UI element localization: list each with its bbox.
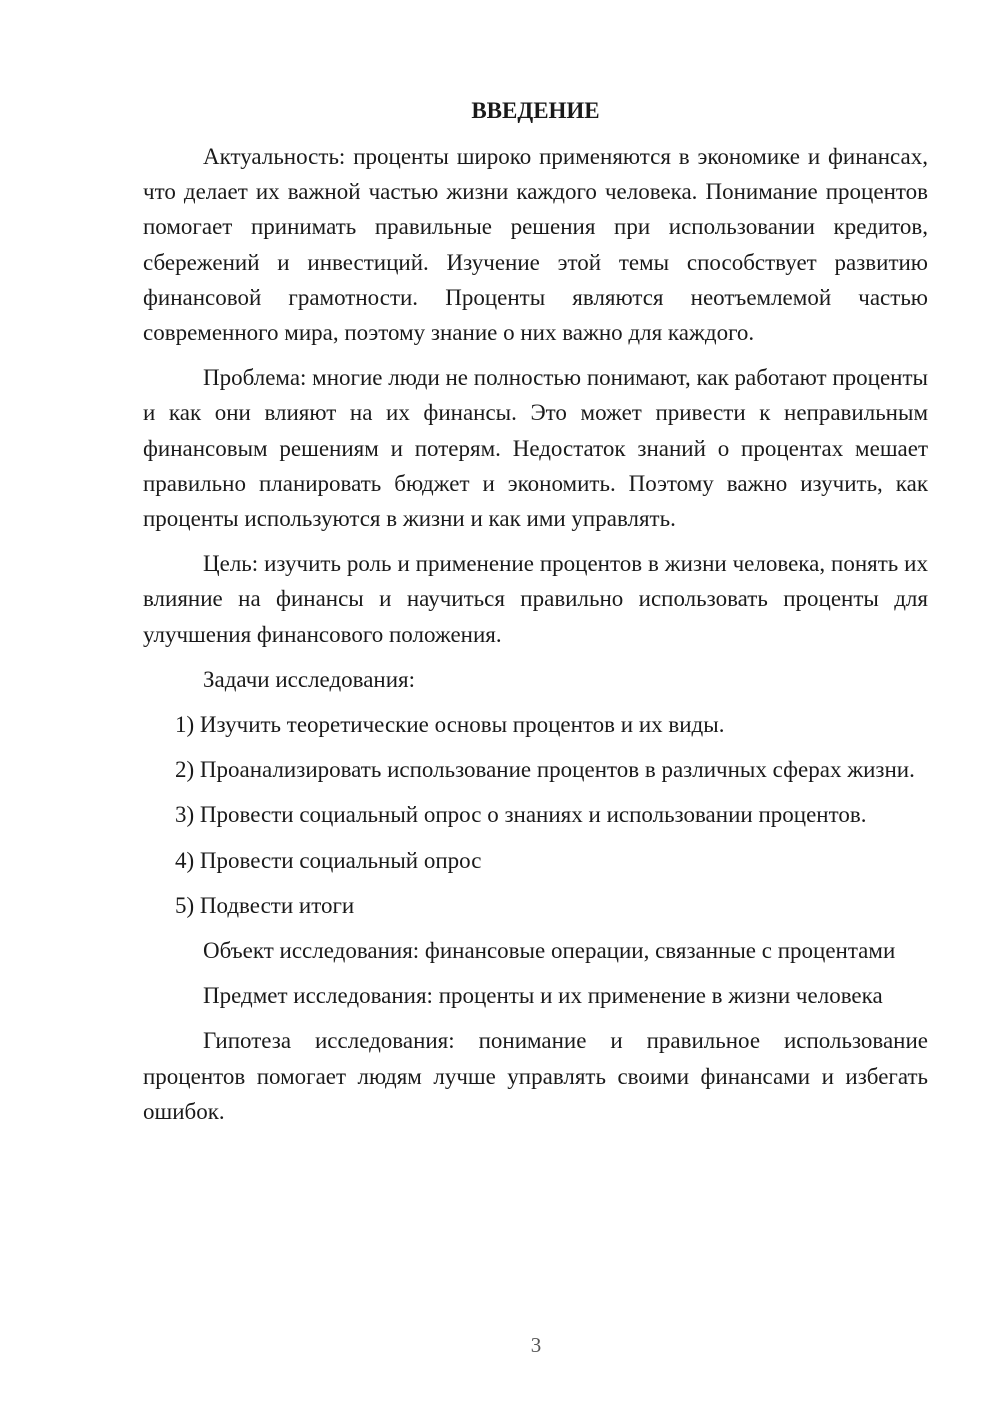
paragraph-problem: Проблема: многие люди не полностью понимают, как работают проценты и как они влияют на их финансы. Это может привести к неправильным финансовым решениям и потерям. Недостаток знаний о процентах мешает правильно планировать бюджет и экономить. Поэтому важно изучить, как проценты используются в жизни и как ими управлять. <box>143 365 928 532</box>
paragraph-object: Объект исследования: финансовые операции, связанные с процентами <box>203 938 896 964</box>
paragraph-goal: Цель: изучить роль и применение процентов в жизни человека, понять их влияние на финансы и научиться правильно использовать проценты для улучшения финансового положения. <box>143 551 928 647</box>
task-item-5: 5) Подвести итоги <box>175 892 355 918</box>
tasks-heading: Задачи исследования: <box>203 666 416 692</box>
paragraph-relevance: Актуальность: проценты широко применяются в экономике и финансах, что делает их важной частью жизни каждого человека. Понимание процентов помогает принимать правильные решения при использовании кредитов, сбережений и инвестиций. Изучение этой темы способствует развитию финансовой грамотности. Проценты являются неотъемлемой частью современного мира, поэтому знание о них важно для каждого. <box>143 144 928 346</box>
task-item-3: 3) Провести социальный опрос о знаниях и использовании процентов. <box>175 802 867 828</box>
page-number: 3 <box>530 1333 542 1357</box>
task-item-2: 2) Проанализировать использование процентов в различных сферах жизни. <box>175 757 915 783</box>
section-title: ВВЕДЕНИЕ <box>471 98 600 123</box>
task-item-4: 4) Провести социальный опрос <box>175 847 482 873</box>
task-item-1: 1) Изучить теоретические основы процентов и их виды. <box>175 712 725 738</box>
paragraph-subject: Предмет исследования: проценты и их применение в жизни человека <box>203 983 883 1009</box>
document-page <box>143 92 928 1129</box>
paragraph-hypothesis: Гипотеза исследования: понимание и правильное использование процентов помогает людям лучше управлять своими финансами и избегать ошибок. <box>143 1028 928 1124</box>
